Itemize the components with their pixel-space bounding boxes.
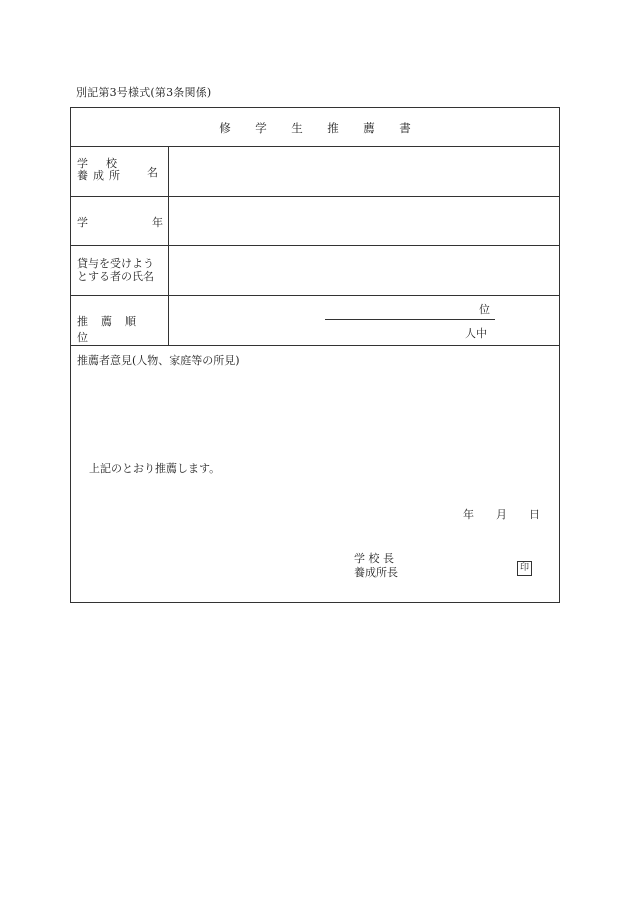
form-title (71, 120, 559, 136)
grade-label-a: 学 (77, 216, 88, 229)
rank-label-cell (71, 295, 169, 345)
school-name-field[interactable] (169, 146, 559, 196)
title-char: 修 (219, 121, 231, 135)
applicant-label-line2: とする者の氏名 (77, 270, 154, 283)
rank-label: 推薦順位 (77, 315, 149, 344)
rank-total-label: 人中 (465, 327, 487, 340)
date-line[interactable] (441, 506, 540, 522)
title-char: 生 (291, 121, 303, 135)
rank-unit: 位 (479, 303, 490, 316)
title-char: 薦 (363, 121, 375, 135)
title-char: 推 (327, 121, 339, 135)
school-label-line1: 学校 (77, 157, 135, 170)
title-char: 書 (399, 121, 411, 135)
grade-label-cell (71, 196, 169, 245)
recommendation-statement: 上記のとおり推薦します。 (89, 462, 221, 475)
date-month: 月 (496, 508, 507, 521)
school-label-suffix: 名 (147, 166, 158, 179)
title-row (71, 108, 559, 147)
applicant-row (71, 245, 559, 296)
title-char: 学 (255, 121, 267, 135)
seal-stamp: 印 (517, 561, 532, 576)
applicant-label-cell (71, 245, 169, 295)
date-day: 日 (529, 508, 540, 521)
recommendation-form (70, 107, 560, 603)
school-label-line2: 養成所 (77, 169, 125, 182)
school-row (71, 146, 559, 197)
signer-line1: 学 校 長 (354, 552, 394, 565)
applicant-label-line1: 貸与を受けよう (77, 257, 154, 270)
rank-field[interactable] (169, 295, 559, 345)
rank-row (71, 295, 559, 346)
rank-divider (325, 319, 495, 320)
grade-label-b: 年 (152, 216, 163, 229)
signer-block (354, 552, 398, 580)
signer-line2: 養成所長 (354, 566, 398, 579)
applicant-name-field[interactable] (169, 245, 559, 295)
grade-row (71, 196, 559, 246)
opinion-section (71, 345, 559, 602)
opinion-heading: 推薦者意見(人物、家庭等の所見) (77, 354, 240, 367)
grade-field[interactable] (169, 196, 559, 245)
form-caption: 別記第3号様式(第3条関係) (76, 86, 212, 99)
date-year: 年 (463, 508, 474, 521)
school-label-cell (71, 146, 169, 196)
